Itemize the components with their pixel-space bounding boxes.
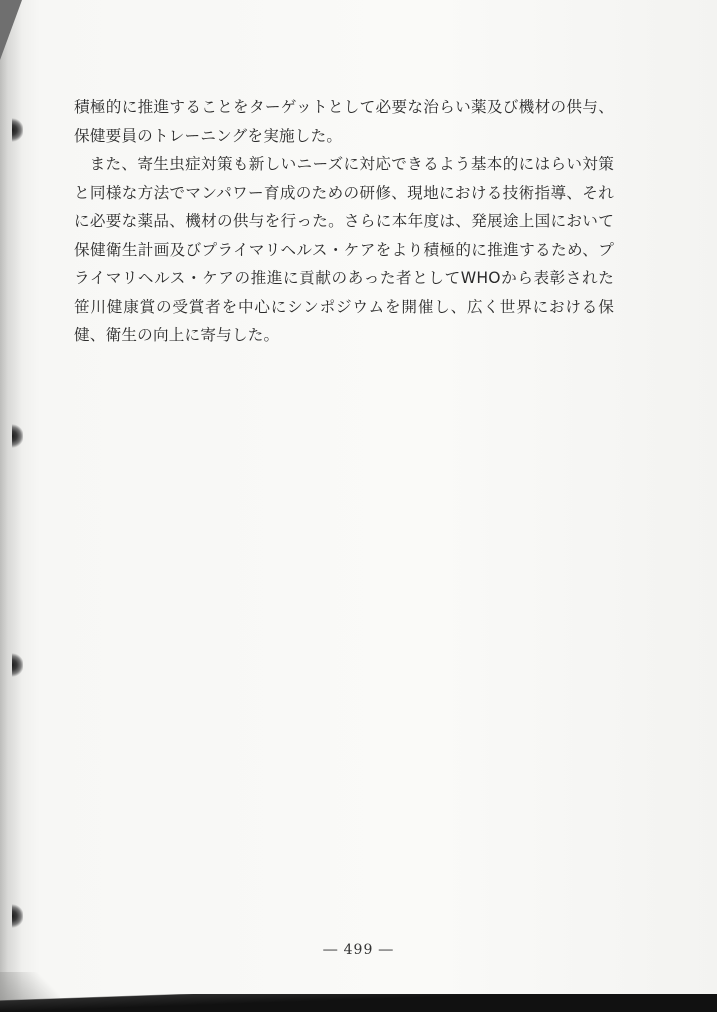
body-text <box>74 93 614 350</box>
scan-shadow <box>0 0 22 1012</box>
paragraph: 積極的に推進することをターゲットとして必要な治らい薬及び機材の供与、保健要員のトレーニングを実施した。 <box>74 98 614 145</box>
binding-hole-icon <box>12 904 23 928</box>
page-number: ― 499 ― <box>323 942 394 958</box>
binding-hole-icon <box>12 118 23 142</box>
scan-bottom-edge <box>0 994 717 1012</box>
binding-hole-icon <box>12 653 23 677</box>
binding-hole-icon <box>12 424 23 448</box>
scan-corner-shadow <box>0 0 22 60</box>
paragraph: また、寄生虫症対策も新しいニーズに対応できるよう基本的にはらい対策と同様な方法でマンパワー育成のための研修、現地における技術指導、それに必要な薬品、機材の供与を行った。さらに本年度は、発展途上国において保健衛生計画及びプライマリヘルス・ケアをより積極的に推進するため、プライマリヘルス・ケアの推進に貢献のあった者としてWHOから表彰された笹川健康賞の受賞者を中心にシンポジウムを開催し、広く世界における保健、衛生の向上に寄与した。 <box>74 155 614 344</box>
